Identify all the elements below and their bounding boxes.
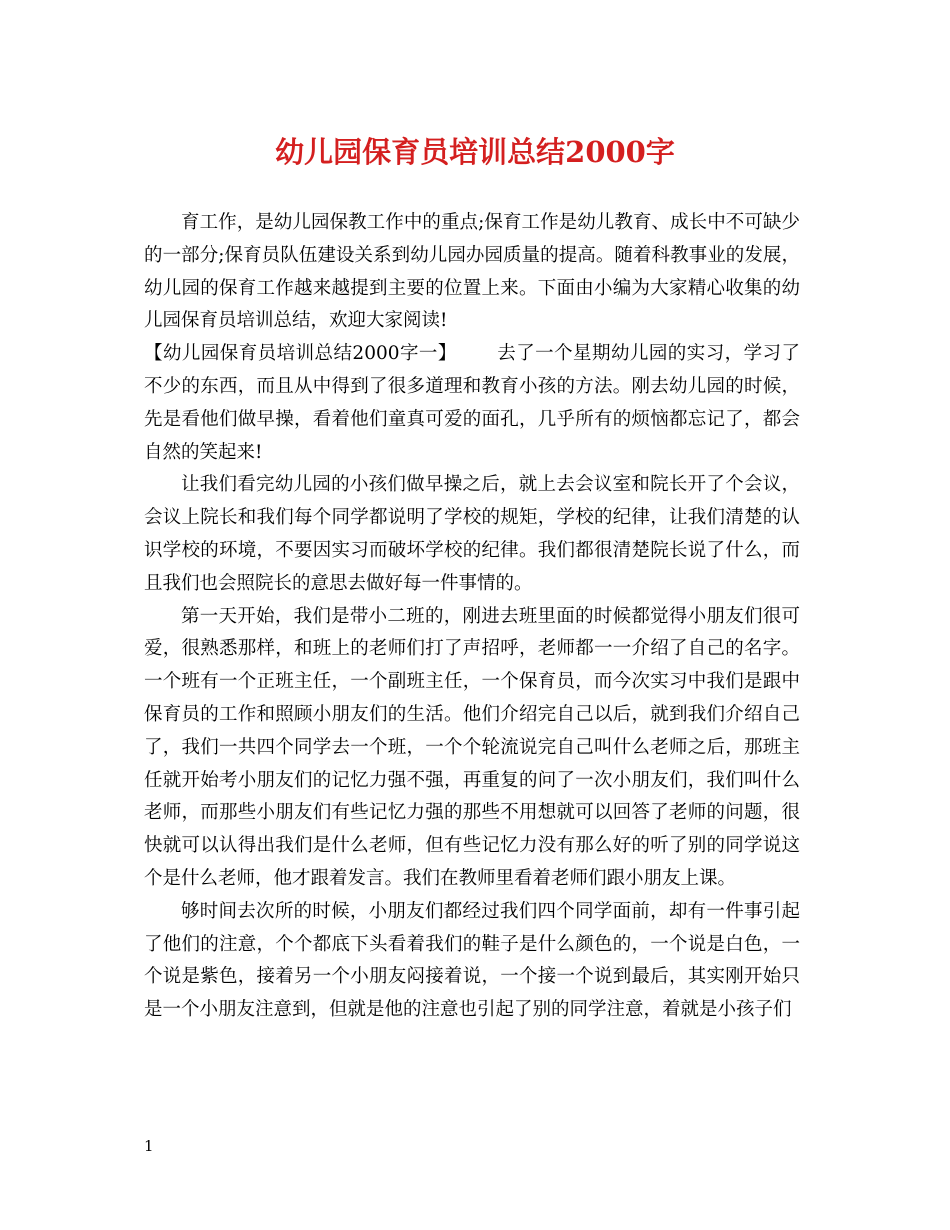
body-paragraph: 第一天开始，我们是带小二班的，刚进去班里面的时候都觉得小朋友们很可爱，很熟悉那样，和班上的老师们打了声招呼，老师都一一介绍了自己的名字。一个班有一个正班主任，一个副班主任，一个保育员，而今次实习中我们是跟中保育员的工作和照顾小朋友们的生活。他们介绍完自己以后，就到我们介绍自己了，我们一共四个同学去一个班，一个个轮流说完自己叫什么老师之后，那班主任就开始考小朋友们的记忆力强不强，再重复的问了一次小朋友们，我们叫什么老师，而那些小朋友们有些记忆力强的那些不用想就可以回答了老师的问题，很快就可以认得出我们是什么老师，但有些记忆力没有那么好的听了别的同学说这个是什么老师，他才跟着发言。我们在教师里看着老师们跟小朋友上课。 bbox=[144, 605, 800, 889]
document-title: 幼儿园保育员培训总结2000字 bbox=[275, 135, 675, 169]
body-paragraph: 够时间去次所的时候，小朋友们都经过我们四个同学面前，却有一件事引起了他们的注意，个个都底下头看着我们的鞋子是什么颜色的，一个说是白色，一个说是紫色，接着另一个小朋友闷接着说，一个接一个说到最后，其实刚开始只是一个小朋友注意到，但就是他的注意也引起了别的同学注意，着就是小孩子们 bbox=[144, 900, 800, 1021]
intro-paragraph: 育工作，是幼儿园保教工作中的重点;保育工作是幼儿教育、成长中不可缺少的一部分;保育员队伍建设关系到幼儿园办园质量的提高。随着科教事业的发展，幼儿园的保育工作越来越提到主要的位置上来。下面由小编为大家精心收集的幼儿园保育员培训总结，欢迎大家阅读! bbox=[144, 212, 800, 332]
section-one-text: 去了一个星期幼儿园的实习，学习了不少的东西，而且从中得到了很多道理和教育小孩的方法。刚去幼儿园的时候，先是看他们做早操，看着他们童真可爱的面孔，几乎所有的烦恼都忘记了，都会自然的笑起来! bbox=[144, 343, 800, 463]
page-number: 1 bbox=[144, 1137, 154, 1155]
section-heading: 【幼儿园保育员培训总结2000字一】 bbox=[144, 343, 457, 365]
section-one-paragraph bbox=[144, 338, 800, 469]
document-body bbox=[144, 207, 800, 1027]
body-paragraph: 让我们看完幼儿园的小孩们做早操之后，就上去会议室和院长开了个会议，会议上院长和我们每个同学都说明了学校的规矩，学校的纪律，让我们清楚的认识学校的环境，不要因实习而破坏学校的纪律。我们都很清楚院长说了什么，而且我们也会照院长的意思去做好每一件事情的。 bbox=[144, 474, 800, 594]
